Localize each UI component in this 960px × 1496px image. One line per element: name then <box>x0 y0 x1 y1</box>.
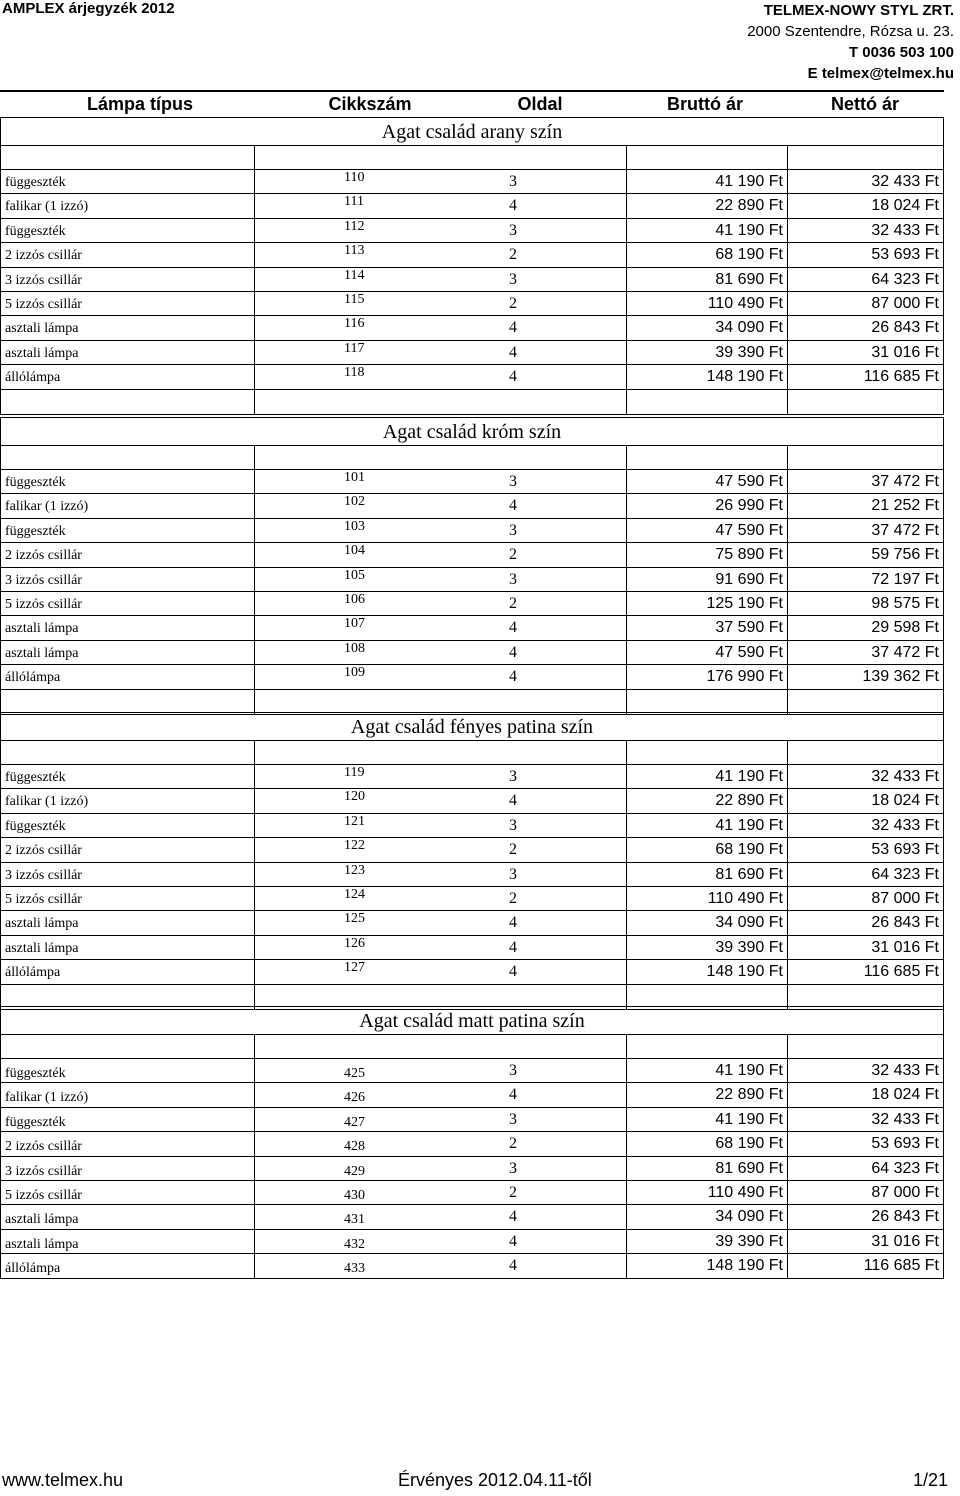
cell-gross-price: 47 590 Ft <box>626 519 787 542</box>
cell-article-code: 426 <box>254 1083 626 1106</box>
table-row <box>0 1181 944 1205</box>
section-tail-row <box>0 690 944 715</box>
cell-lamp-type: falikar (1 izzó) <box>0 1083 254 1106</box>
cell-lamp-type: 2 izzós csillár <box>0 543 254 566</box>
table-row <box>0 519 944 543</box>
cell-gross-price: 41 190 Ft <box>626 765 787 788</box>
section-spacer-row <box>0 145 944 170</box>
cell-net-price: 31 016 Ft <box>787 936 944 959</box>
table-row <box>0 219 944 243</box>
cell-page: 4 <box>509 643 517 661</box>
cell-net-price: 18 024 Ft <box>787 1083 944 1106</box>
cell-article-code: 119 <box>254 765 626 788</box>
table-row <box>0 960 944 984</box>
cell-lamp-type: 3 izzós csillár <box>0 568 254 591</box>
cell-net-price: 53 693 Ft <box>787 1132 944 1155</box>
cell-lamp-type: függeszték <box>0 519 254 542</box>
cell-gross-price: 47 590 Ft <box>626 641 787 664</box>
cell-lamp-type: 5 izzós csillár <box>0 292 254 315</box>
table-row <box>0 341 944 365</box>
cell-page: 3 <box>509 865 517 883</box>
section-spacer-row <box>0 1034 944 1059</box>
cell-gross-price: 81 690 Ft <box>626 1157 787 1180</box>
table-row <box>0 365 944 389</box>
cell-article-code: 433 <box>254 1254 626 1277</box>
cell-page: 4 <box>509 1086 517 1104</box>
table-row <box>0 1132 944 1156</box>
cell-page: 4 <box>509 963 517 981</box>
cell-article-code: 126 <box>254 936 626 959</box>
cell-gross-price: 68 190 Ft <box>626 243 787 266</box>
cell-article-code: 109 <box>254 665 626 688</box>
table-row <box>0 616 944 640</box>
section-title: Agat család fényes patina szín <box>0 712 944 740</box>
cell-lamp-type: asztali lámpa <box>0 1205 254 1228</box>
cell-page: 3 <box>509 1159 517 1177</box>
cell-net-price: 29 598 Ft <box>787 616 944 639</box>
section-title: Agat család króm szín <box>0 417 944 445</box>
company-email: E telmex@telmex.hu <box>807 65 954 82</box>
cell-article-code: 121 <box>254 814 626 837</box>
cell-lamp-type: függeszték <box>0 1108 254 1131</box>
cell-net-price: 18 024 Ft <box>787 194 944 217</box>
company-block <box>554 0 954 84</box>
cell-gross-price: 47 590 Ft <box>626 470 787 493</box>
cell-net-price: 53 693 Ft <box>787 838 944 861</box>
cell-gross-price: 41 190 Ft <box>626 170 787 193</box>
cell-page: 4 <box>509 1232 517 1250</box>
cell-net-price: 26 843 Ft <box>787 316 944 339</box>
column-header-type: Lámpa típus <box>86 94 193 114</box>
table-row <box>0 268 944 292</box>
cell-gross-price: 176 990 Ft <box>626 665 787 688</box>
table-row <box>0 641 944 665</box>
cell-gross-price: 41 190 Ft <box>626 814 787 837</box>
cell-lamp-type: asztali lámpa <box>0 616 254 639</box>
cell-net-price: 116 685 Ft <box>787 960 944 983</box>
cell-article-code: 108 <box>254 641 626 664</box>
table-row <box>0 765 944 789</box>
cell-lamp-type: függeszték <box>0 765 254 788</box>
section-block <box>0 417 944 715</box>
cell-gross-price: 68 190 Ft <box>626 1132 787 1155</box>
cell-article-code: 123 <box>254 863 626 886</box>
price-list-title: AMPLEX árjegyzék 2012 <box>2 0 175 17</box>
cell-page: 2 <box>509 1135 517 1153</box>
page-footer <box>0 1470 960 1496</box>
cell-lamp-type: 2 izzós csillár <box>0 1132 254 1155</box>
footer-page-number: 1/21 <box>912 1470 948 1490</box>
cell-page: 3 <box>509 221 517 239</box>
cell-lamp-type: asztali lámpa <box>0 1230 254 1253</box>
cell-article-code: 125 <box>254 911 626 934</box>
cell-page: 4 <box>509 1208 517 1226</box>
cell-page: 4 <box>509 938 517 956</box>
cell-page: 3 <box>509 521 517 539</box>
cell-page: 2 <box>509 546 517 564</box>
cell-gross-price: 41 190 Ft <box>626 219 787 242</box>
footer-website: www.telmex.hu <box>2 1470 124 1490</box>
cell-gross-price: 39 390 Ft <box>626 936 787 959</box>
cell-lamp-type: asztali lámpa <box>0 316 254 339</box>
cell-article-code: 120 <box>254 789 626 812</box>
cell-page: 4 <box>509 668 517 686</box>
cell-gross-price: 39 390 Ft <box>626 1230 787 1253</box>
cell-net-price: 18 024 Ft <box>787 789 944 812</box>
cell-article-code: 427 <box>254 1108 626 1131</box>
cell-page: 4 <box>509 197 517 215</box>
column-header-net: Nettó ár <box>830 94 899 114</box>
cell-lamp-type: függeszték <box>0 1059 254 1082</box>
section-block <box>0 712 944 1010</box>
cell-lamp-type: 3 izzós csillár <box>0 1157 254 1180</box>
cell-lamp-type: asztali lámpa <box>0 936 254 959</box>
cell-page: 4 <box>509 368 517 386</box>
cell-article-code: 112 <box>254 219 626 242</box>
cell-gross-price: 75 890 Ft <box>626 543 787 566</box>
table-row <box>0 1059 944 1083</box>
cell-net-price: 32 433 Ft <box>787 1108 944 1131</box>
cell-net-price: 87 000 Ft <box>787 1181 944 1204</box>
table-row <box>0 838 944 862</box>
section-spacer-row <box>0 445 944 470</box>
cell-page: 4 <box>509 619 517 637</box>
cell-gross-price: 148 190 Ft <box>626 960 787 983</box>
table-row <box>0 170 944 194</box>
cell-page: 4 <box>509 914 517 932</box>
cell-lamp-type: falikar (1 izzó) <box>0 494 254 517</box>
cell-page: 3 <box>509 173 517 190</box>
cell-page: 2 <box>509 594 517 612</box>
cell-article-code: 124 <box>254 887 626 910</box>
company-address: 2000 Szentendre, Rózsa u. 23. <box>747 23 954 40</box>
table-row <box>0 494 944 518</box>
cell-lamp-type: állólámpa <box>0 960 254 983</box>
cell-net-price: 32 433 Ft <box>787 765 944 788</box>
cell-net-price: 31 016 Ft <box>787 1230 944 1253</box>
cell-gross-price: 22 890 Ft <box>626 1083 787 1106</box>
cell-net-price: 32 433 Ft <box>787 1059 944 1082</box>
cell-gross-price: 68 190 Ft <box>626 838 787 861</box>
cell-gross-price: 110 490 Ft <box>626 887 787 910</box>
cell-article-code: 127 <box>254 960 626 983</box>
cell-lamp-type: állólámpa <box>0 1254 254 1277</box>
table-row <box>0 592 944 616</box>
cell-net-price: 64 323 Ft <box>787 863 944 886</box>
cell-lamp-type: 5 izzós csillár <box>0 592 254 615</box>
cell-page: 3 <box>509 768 517 785</box>
cell-page: 3 <box>509 570 517 588</box>
cell-lamp-type: 3 izzós csillár <box>0 863 254 886</box>
cell-net-price: 64 323 Ft <box>787 1157 944 1180</box>
cell-lamp-type: 5 izzós csillár <box>0 1181 254 1204</box>
table-row <box>0 243 944 267</box>
table-row <box>0 543 944 567</box>
cell-net-price: 98 575 Ft <box>787 592 944 615</box>
cell-page: 2 <box>509 1183 517 1201</box>
cell-article-code: 429 <box>254 1157 626 1180</box>
section-title: Agat család arany szín <box>0 117 944 145</box>
cell-net-price: 53 693 Ft <box>787 243 944 266</box>
cell-gross-price: 148 190 Ft <box>626 365 787 388</box>
table-row <box>0 814 944 838</box>
cell-article-code: 101 <box>254 470 626 493</box>
cell-article-code: 102 <box>254 494 626 517</box>
cell-lamp-type: függeszték <box>0 814 254 837</box>
cell-article-code: 111 <box>254 194 626 217</box>
cell-lamp-type: falikar (1 izzó) <box>0 789 254 812</box>
cell-lamp-type: 3 izzós csillár <box>0 268 254 291</box>
cell-article-code: 428 <box>254 1132 626 1155</box>
cell-page: 3 <box>509 473 517 490</box>
cell-net-price: 31 016 Ft <box>787 341 944 364</box>
cell-page: 4 <box>509 497 517 515</box>
cell-net-price: 64 323 Ft <box>787 268 944 291</box>
cell-page: 4 <box>509 1257 517 1275</box>
cell-gross-price: 81 690 Ft <box>626 268 787 291</box>
table-row <box>0 194 944 218</box>
cell-gross-price: 22 890 Ft <box>626 789 787 812</box>
cell-net-price: 32 433 Ft <box>787 814 944 837</box>
cell-net-price: 37 472 Ft <box>787 641 944 664</box>
table-row <box>0 292 944 316</box>
cell-page: 3 <box>509 1110 517 1128</box>
table-row <box>0 1108 944 1132</box>
section-tail-row <box>0 390 944 415</box>
cell-page: 3 <box>509 816 517 834</box>
table-row <box>0 568 944 592</box>
cell-article-code: 116 <box>254 316 626 339</box>
company-name: TELMEX-NOWY STYL ZRT. <box>763 2 954 19</box>
column-header-code: Cikkszám <box>328 94 412 114</box>
table-row <box>0 665 944 689</box>
cell-article-code: 110 <box>254 170 626 193</box>
table-row <box>0 470 944 494</box>
column-header-gross: Bruttó ár <box>667 94 743 114</box>
cell-net-price: 26 843 Ft <box>787 911 944 934</box>
cell-gross-price: 26 990 Ft <box>626 494 787 517</box>
cell-gross-price: 110 490 Ft <box>626 1181 787 1204</box>
section-block <box>0 117 944 415</box>
cell-gross-price: 81 690 Ft <box>626 863 787 886</box>
cell-gross-price: 91 690 Ft <box>626 568 787 591</box>
cell-net-price: 139 362 Ft <box>787 665 944 688</box>
table-row <box>0 1083 944 1107</box>
cell-page: 2 <box>509 889 517 907</box>
section-spacer-row <box>0 740 944 765</box>
cell-article-code: 425 <box>254 1059 626 1082</box>
section-title: Agat család matt patina szín <box>0 1006 944 1034</box>
cell-net-price: 87 000 Ft <box>787 887 944 910</box>
cell-gross-price: 125 190 Ft <box>626 592 787 615</box>
cell-page: 4 <box>509 792 517 810</box>
cell-lamp-type: függeszték <box>0 170 254 193</box>
cell-net-price: 59 756 Ft <box>787 543 944 566</box>
cell-page: 3 <box>509 270 517 288</box>
cell-lamp-type: asztali lámpa <box>0 641 254 664</box>
column-header-page: Oldal <box>517 94 563 114</box>
cell-net-price: 87 000 Ft <box>787 292 944 315</box>
cell-page: 2 <box>509 294 517 312</box>
cell-page: 4 <box>509 343 517 361</box>
cell-article-code: 122 <box>254 838 626 861</box>
cell-article-code: 106 <box>254 592 626 615</box>
cell-net-price: 26 843 Ft <box>787 1205 944 1228</box>
cell-gross-price: 34 090 Ft <box>626 316 787 339</box>
cell-article-code: 103 <box>254 519 626 542</box>
cell-gross-price: 34 090 Ft <box>626 911 787 934</box>
table-row <box>0 1205 944 1229</box>
cell-article-code: 118 <box>254 365 626 388</box>
cell-net-price: 37 472 Ft <box>787 519 944 542</box>
cell-lamp-type: állólámpa <box>0 665 254 688</box>
cell-gross-price: 39 390 Ft <box>626 341 787 364</box>
cell-lamp-type: asztali lámpa <box>0 341 254 364</box>
cell-lamp-type: függeszték <box>0 219 254 242</box>
cell-gross-price: 148 190 Ft <box>626 1254 787 1277</box>
table-row <box>0 911 944 935</box>
cell-lamp-type: 2 izzós csillár <box>0 243 254 266</box>
section-block <box>0 1006 944 1279</box>
table-row <box>0 789 944 813</box>
cell-article-code: 115 <box>254 292 626 315</box>
cell-article-code: 117 <box>254 341 626 364</box>
cell-page: 3 <box>509 1062 517 1079</box>
company-phone: T 0036 503 100 <box>848 44 954 61</box>
cell-lamp-type: állólámpa <box>0 365 254 388</box>
table-row <box>0 1230 944 1254</box>
cell-gross-price: 37 590 Ft <box>626 616 787 639</box>
cell-lamp-type: függeszték <box>0 470 254 493</box>
cell-lamp-type: 2 izzós csillár <box>0 838 254 861</box>
cell-article-code: 107 <box>254 616 626 639</box>
cell-gross-price: 41 190 Ft <box>626 1108 787 1131</box>
cell-page: 2 <box>509 246 517 264</box>
table-row <box>0 936 944 960</box>
cell-article-code: 431 <box>254 1205 626 1228</box>
table-row <box>0 316 944 340</box>
cell-gross-price: 41 190 Ft <box>626 1059 787 1082</box>
cell-gross-price: 22 890 Ft <box>626 194 787 217</box>
table-row <box>0 863 944 887</box>
cell-net-price: 32 433 Ft <box>787 219 944 242</box>
cell-net-price: 21 252 Ft <box>787 494 944 517</box>
cell-net-price: 72 197 Ft <box>787 568 944 591</box>
table-row <box>0 1157 944 1181</box>
cell-lamp-type: 5 izzós csillár <box>0 887 254 910</box>
cell-net-price: 116 685 Ft <box>787 1254 944 1277</box>
cell-article-code: 113 <box>254 243 626 266</box>
cell-article-code: 430 <box>254 1181 626 1204</box>
cell-net-price: 32 433 Ft <box>787 170 944 193</box>
cell-gross-price: 110 490 Ft <box>626 292 787 315</box>
column-header-row <box>0 90 944 117</box>
cell-net-price: 37 472 Ft <box>787 470 944 493</box>
cell-article-code: 114 <box>254 268 626 291</box>
cell-page: 2 <box>509 841 517 859</box>
cell-article-code: 105 <box>254 568 626 591</box>
cell-article-code: 432 <box>254 1230 626 1253</box>
cell-gross-price: 34 090 Ft <box>626 1205 787 1228</box>
table-row <box>0 1254 944 1278</box>
cell-lamp-type: asztali lámpa <box>0 911 254 934</box>
cell-page: 4 <box>509 319 517 337</box>
cell-net-price: 116 685 Ft <box>787 365 944 388</box>
cell-article-code: 104 <box>254 543 626 566</box>
table-row <box>0 887 944 911</box>
cell-lamp-type: falikar (1 izzó) <box>0 194 254 217</box>
footer-validity: Érvényes 2012.04.11-től <box>398 1470 592 1490</box>
